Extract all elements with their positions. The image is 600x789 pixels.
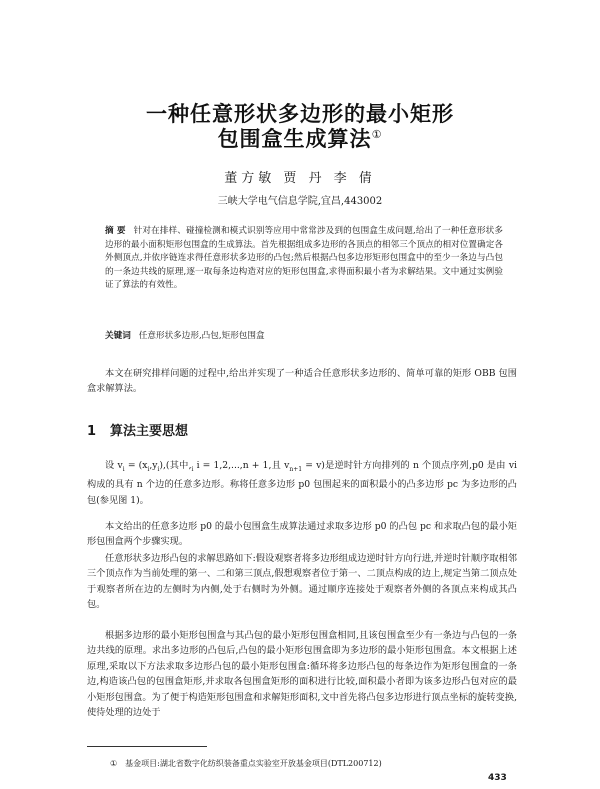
keywords-text: 任意形状多边形,凸包,矩形包围盒 xyxy=(138,331,265,341)
footnote-mark: ① xyxy=(110,759,118,768)
footnote xyxy=(110,758,382,769)
p1-seg: i = 1,2,...,n + 1,且 v xyxy=(193,460,290,471)
title-footnote-mark: ① xyxy=(371,128,383,141)
paragraph-1 xyxy=(87,458,517,508)
p1-sub: i xyxy=(157,465,160,473)
paper-title-line-2 xyxy=(0,123,600,153)
page-number: 433 xyxy=(488,773,507,783)
p1-seg: ,y xyxy=(149,460,158,471)
p1-sub: n+1 xyxy=(289,465,303,473)
p1-sub: i xyxy=(147,465,150,473)
paragraph-3: 任意形状多边形凸包的求解思路如下:假设观察者将多边形组成边逆时针方向行进,并逆时针顺序取相邻三个顶点作为当前处理的第一、二和第三顶点,假想观察者位于第一、二顶点构成的边上,规定当第二顶点处于观察者所在边的左侧时为内侧,处于右侧时为外侧。通过顺序连接处于观察者外侧的各顶点来构成其凸包。 xyxy=(87,553,517,611)
p1-seg: ),(其中, xyxy=(159,460,192,471)
section-heading xyxy=(87,420,188,439)
footnote-divider xyxy=(87,746,207,747)
authors: 董方敏 贾 丹 李 倩 xyxy=(224,171,376,186)
keywords-label: 关键词 xyxy=(105,331,131,341)
p1-sub: i xyxy=(122,465,125,473)
section-number: 1 xyxy=(87,424,97,439)
paragraph-2: 本文给出的任意多边形 p0 的最小包围盒生成算法通过求取多边形 p0 的凸包 pc 和求取凸包的最小矩形包围盒两个步骤实现。 xyxy=(87,521,517,548)
title-text: 包围盒生成算法 xyxy=(217,127,372,151)
keywords xyxy=(105,329,503,341)
footnote-text: 基金项目:湖北省数字化纺织装备重点实验室开放基金项目(DTL200712) xyxy=(125,759,382,768)
p1-seg: = (x xyxy=(124,460,148,471)
p1-sub: i xyxy=(191,465,194,473)
paragraph-4: 根据多边形的最小矩形包围盒与其凸包的最小矩形包围盒相同,且该包围盒至少有一条边与凸包的一条边共线的原理。求出多边形的凸包后,凸包的最小矩形包围盒即为多边形的最小矩形包围盒。本文根据上述原理,采取以下方法求取多边形凸包的最小矩形包围盒:循环将多边形凸包的每条边作为矩形包围盒的一条边,构造该凸包的包围盒矩形,并求取各包围盒矩形的面积进行比较,面积最小者即为该多边形凸包对应的最小矩形包围盒。为了便于构造矩形包围盒和求解矩形面积,文中首先将凸包多边形进行顶点坐标的旋转变换,使待处理的边处于 xyxy=(87,630,517,719)
intro-paragraph: 本文在研究排样问题的过程中,给出并实现了一种适合任意形状多边形的、简单可靠的矩形 OBB 包围盒求解算法。 xyxy=(87,368,517,395)
abstract-label: 摘 要 xyxy=(105,226,126,236)
p1-seg: = v)是逆时针方向排列的 n 个顶点序列,p0 是由 vi 构成的具有 n 个边的任意多边形。称将任意多边形 p0 包围起来的面积最小的凸多边形 pc 为多边形的凸包(参见图 1)。 xyxy=(87,460,517,506)
affiliation: 三峡大学电气信息学院,宜昌,443002 xyxy=(217,196,383,207)
section-title: 算法主要思想 xyxy=(110,424,189,439)
abstract xyxy=(105,225,503,293)
paper-title-line-1: 一种任意形状多边形的最小矩形 xyxy=(146,102,454,126)
abstract-text: 针对在排样、碰撞检测和模式识别等应用中常常涉及到的包围盒生成问题,给出了一种任意形状多边形的最小面积矩形包围盒的生成算法。首先根据组成多边形的各顶点的相邻三个顶点的相对位置确定各外侧顶点,并依序链连求得任意形状多边形的凸包;然后根据凸包多边形矩形包围盒中的至少一条边与凸包的一条边共线的原理,逐一取每条边构造对应的矩形包围盒,求得面积最小者为求解结果。文中通过实例验证了算法的有效性。 xyxy=(105,226,503,291)
p1-seg: 设 v xyxy=(105,460,123,471)
